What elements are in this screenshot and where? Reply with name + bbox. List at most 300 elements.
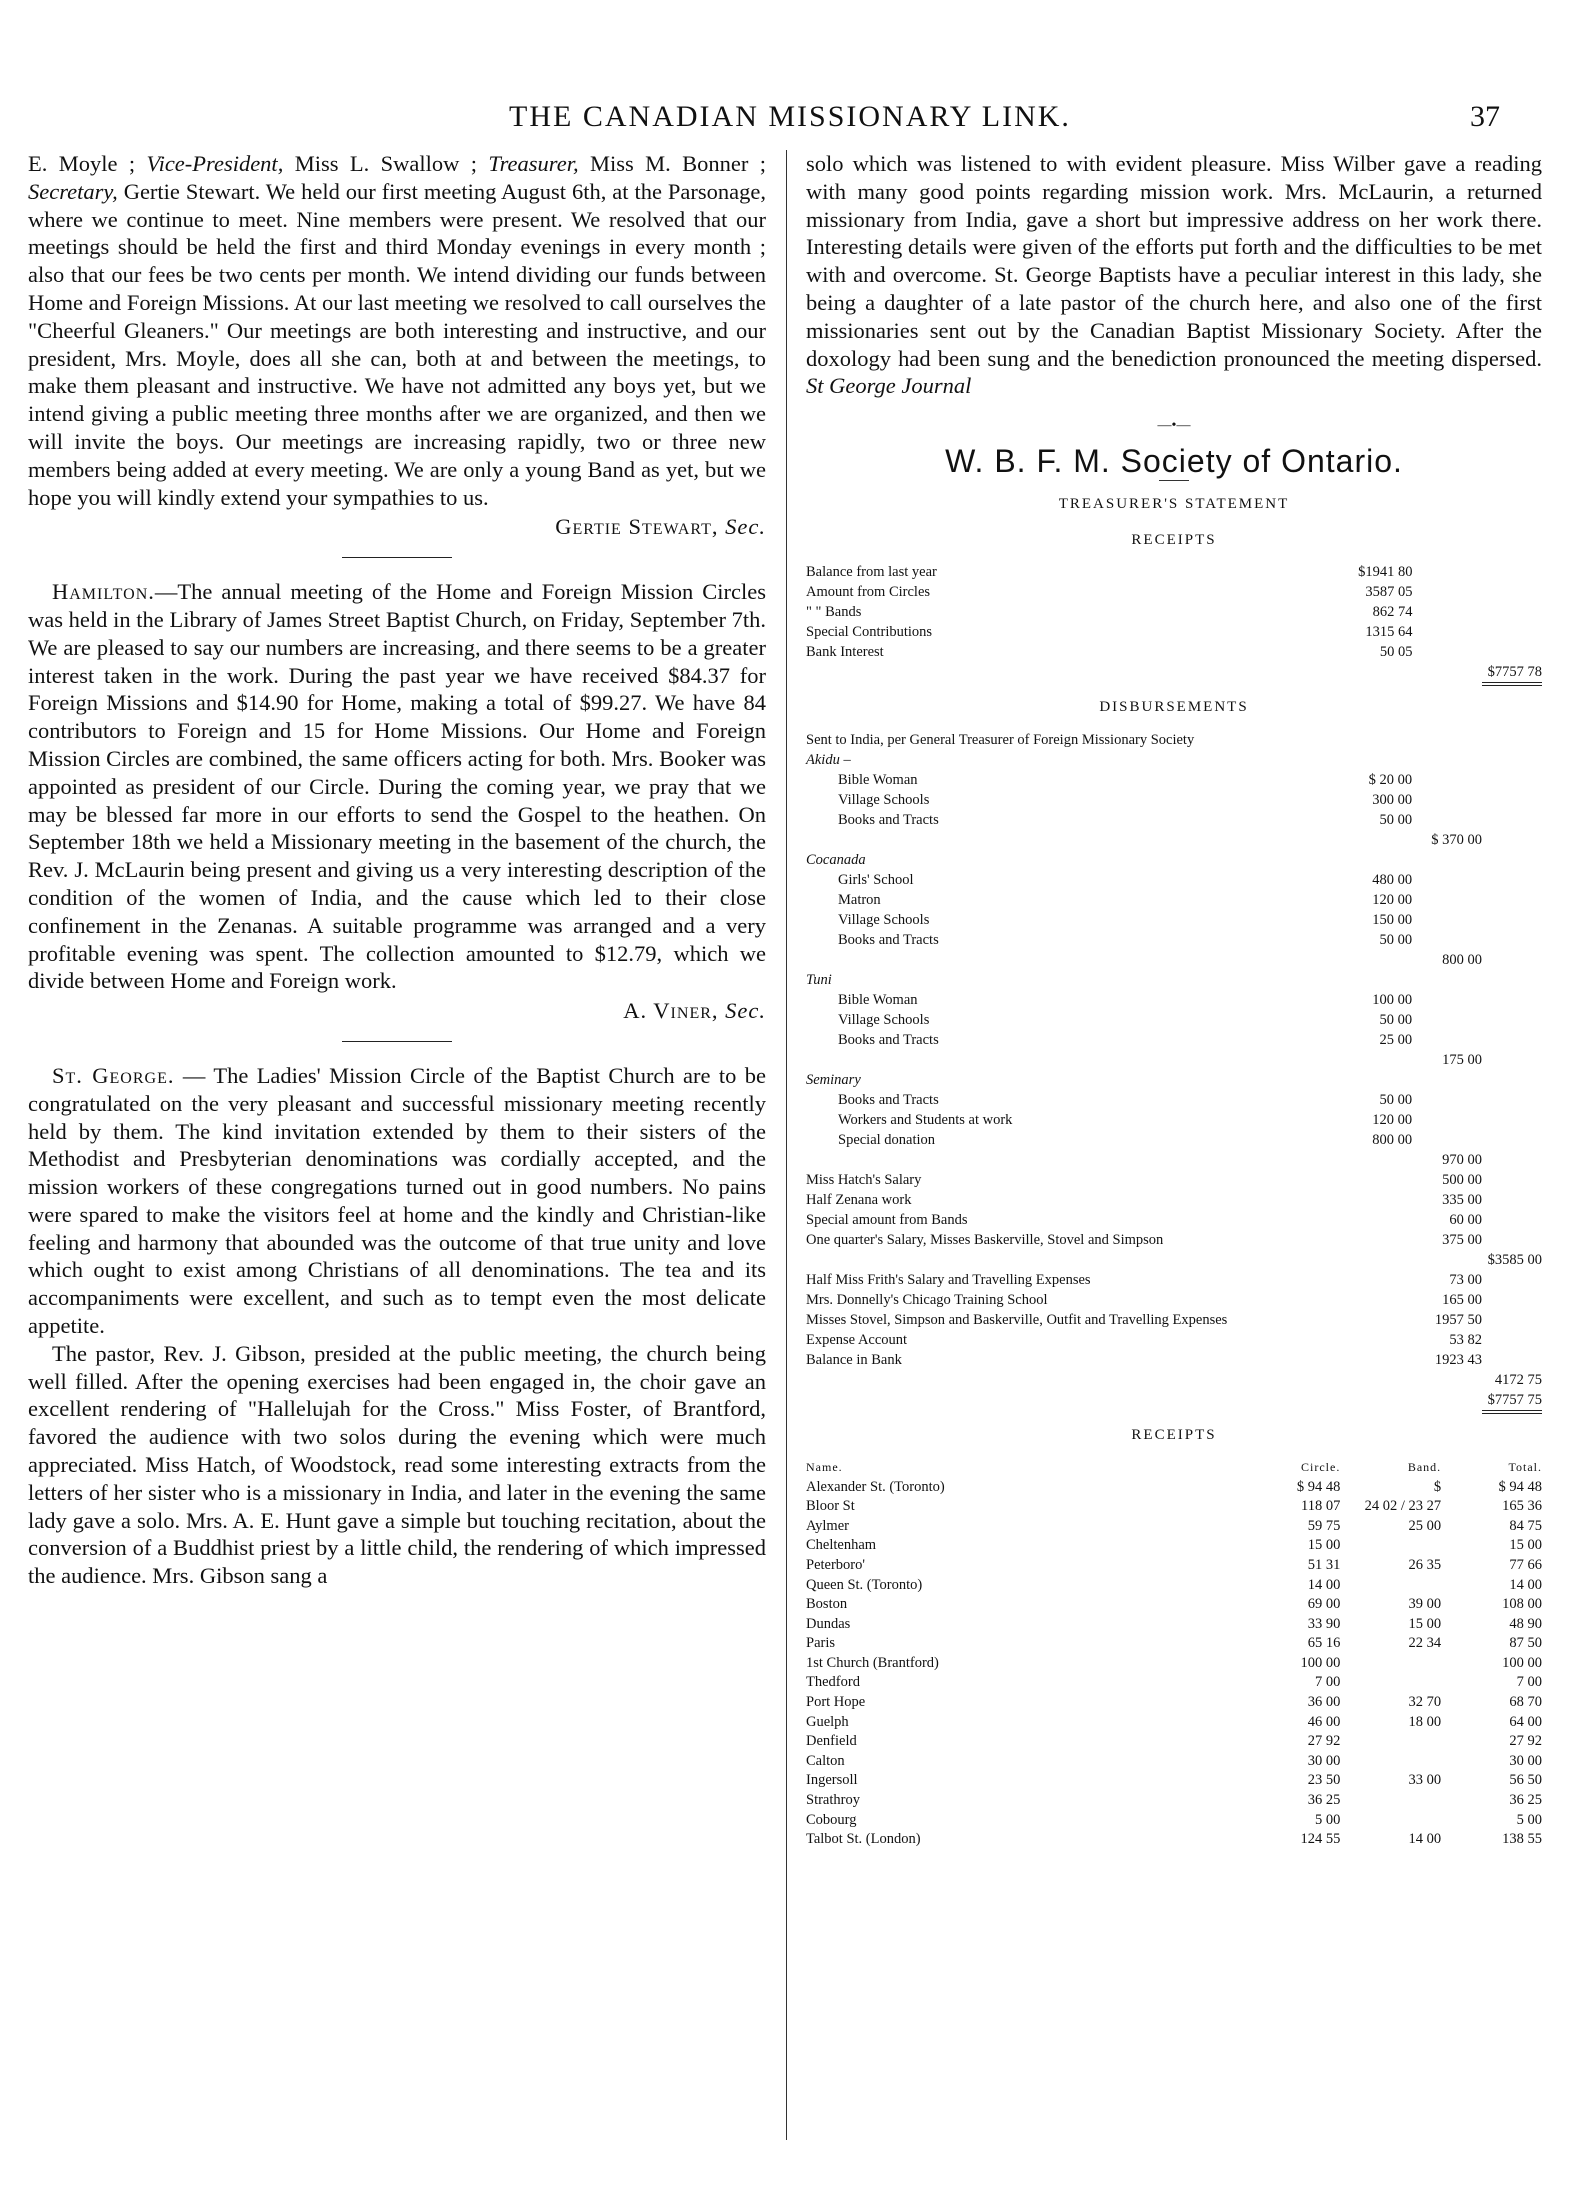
spacer xyxy=(1482,1270,1542,1290)
group-item-label: Village Schools xyxy=(838,1012,930,1029)
total-amount: 14 00 xyxy=(1509,1576,1542,1593)
section-rule xyxy=(342,557,452,558)
total-amount: 108 00 xyxy=(1502,1596,1542,1613)
band-amount: 26 35 xyxy=(1408,1556,1442,1573)
receipt-row xyxy=(806,642,1542,662)
band-amount: 22 34 xyxy=(1408,1635,1442,1652)
church-name: Port Hope xyxy=(806,1694,866,1711)
seminary-total: 970 00 xyxy=(1442,1152,1483,1169)
group-item-amount: 50 00 xyxy=(1379,1012,1413,1029)
spacer xyxy=(1482,1190,1542,1210)
band-amount: 32 70 xyxy=(1408,1694,1442,1711)
disbursement-row-amount: 1923 43 xyxy=(1434,1352,1483,1369)
table-row xyxy=(806,1517,1542,1537)
disbursement-row-amount: 60 00 xyxy=(1449,1212,1483,1229)
group-item-row xyxy=(806,1090,1542,1110)
ornament: —•— xyxy=(1157,418,1191,434)
total-amount: 77 66 xyxy=(1509,1556,1542,1573)
role-label: Vice-President, xyxy=(146,151,284,176)
church-name: Calton xyxy=(806,1752,845,1769)
disbursement-row-label: One quarter's Salary, Misses Baskerville, Stovel and Simpson xyxy=(806,1232,1164,1249)
group-item-amount: 120 00 xyxy=(1372,892,1413,909)
report-text: E. Moyle ; xyxy=(28,151,147,176)
band-amount xyxy=(1340,1791,1441,1811)
spacer xyxy=(1482,582,1542,602)
table-row xyxy=(806,1732,1542,1752)
spacer xyxy=(1482,790,1542,810)
church-name: Talbot St. (London) xyxy=(806,1831,921,1848)
spacer xyxy=(1323,1350,1413,1370)
circle-amount: 124 55 xyxy=(1300,1831,1341,1848)
circle-amount: 36 25 xyxy=(1307,1792,1341,1809)
spacer xyxy=(1482,1310,1542,1330)
group-row xyxy=(806,750,1542,770)
circle-amount: 100 00 xyxy=(1300,1654,1341,1671)
st-george-continuation xyxy=(806,150,1542,400)
band-amount: 14 00 xyxy=(1408,1831,1442,1848)
church-name: Dundas xyxy=(806,1615,851,1632)
disbursement-row xyxy=(806,1330,1542,1350)
spacer xyxy=(1412,870,1482,890)
receipt-label: Balance from last year xyxy=(806,564,937,581)
col-header-circle: Circle. xyxy=(1301,1459,1341,1474)
receipt-amount: 1315 64 xyxy=(1365,624,1413,641)
total-amount: $ 94 48 xyxy=(1498,1478,1542,1495)
spacer xyxy=(1412,1110,1482,1130)
total-amount: 87 50 xyxy=(1509,1635,1542,1652)
group-row xyxy=(806,970,1542,990)
disbursement-row-amount: 1957 50 xyxy=(1434,1312,1483,1329)
circle-amount: 30 00 xyxy=(1307,1752,1341,1769)
spacer xyxy=(1482,1170,1542,1190)
spacer xyxy=(1412,810,1482,830)
spacer xyxy=(1482,1210,1542,1230)
band-amount: 33 00 xyxy=(1408,1772,1442,1789)
spacer xyxy=(1482,622,1542,642)
group-item-amount: $ 20 00 xyxy=(1368,772,1413,789)
circle-amount: $ 94 48 xyxy=(1296,1478,1341,1495)
church-name: Alexander St. (Toronto) xyxy=(806,1478,945,1495)
receipt-label: Special Contributions xyxy=(806,624,933,641)
group-item-label: Books and Tracts xyxy=(838,932,939,949)
spacer xyxy=(1482,642,1542,662)
receipts-total: $7757 78 xyxy=(1482,662,1542,684)
spacer xyxy=(1323,1230,1413,1250)
receipt-row xyxy=(806,602,1542,622)
group-row xyxy=(806,1070,1542,1090)
report-text: Gertie Stewart. We held our first meeting August 6th, at the Parsonage, where we continue to meet. Nine members were present. We resolved that our meetings should be held the first and third Monday evenings in every month ; also that our fees be two cents per month. We intend dividing our funds between Home and Foreign Missions. At our last meeting we resolved to call ourselves the "Cheerful Gleaners." Our meetings are both interesting and instructive, and our president, Mrs. Moyle, does all she can, both at and between the meetings, to make them pleasant and instructive. We have not admitted any boys yet, but we intend giving a public meeting three months after we are organized, and then we will invite the boys. Our meetings are increasing rapidly, two or three new members being added at every meeting. We are only a young Band as yet, but we hope you will kindly extend your sympathies to us. xyxy=(28,178,766,510)
disbursement-row-label: Miss Hatch's Salary xyxy=(806,1172,922,1189)
disbursement-row-label: Half Zenana work xyxy=(806,1192,912,1209)
group-item-label: Village Schools xyxy=(838,792,930,809)
group-item-amount: 120 00 xyxy=(1372,1112,1413,1129)
total-amount: 64 00 xyxy=(1509,1713,1542,1730)
table-row xyxy=(806,1536,1542,1556)
group-name: Seminary xyxy=(806,1072,861,1089)
column-divider xyxy=(786,150,787,2140)
total-amount: 138 55 xyxy=(1502,1831,1542,1848)
table-row xyxy=(806,1654,1542,1674)
church-name: Queen St. (Toronto) xyxy=(806,1576,923,1593)
disbursement-row-label: Mrs. Donnelly's Chicago Training School xyxy=(806,1292,1048,1309)
circle-amount: 65 16 xyxy=(1307,1635,1341,1652)
church-name: Peterboro' xyxy=(806,1556,865,1573)
church-name: Cobourg xyxy=(806,1811,857,1828)
disbursement-row xyxy=(806,1310,1542,1330)
band-amount xyxy=(1340,1576,1441,1596)
band-amount: 39 00 xyxy=(1408,1596,1442,1613)
group-item-amount: 150 00 xyxy=(1372,912,1413,929)
spacer xyxy=(806,950,1323,970)
receipt-row xyxy=(806,582,1542,602)
receipt-extra xyxy=(1413,622,1482,642)
circle-amount: 69 00 xyxy=(1307,1596,1341,1613)
group-subtotal-row xyxy=(806,950,1542,970)
statement-title: TREASURER'S STATEMENT xyxy=(1058,495,1290,512)
spacer xyxy=(1482,950,1542,970)
page-number: 37 xyxy=(1470,100,1500,133)
disbursement-row-label: Balance in Bank xyxy=(806,1352,902,1369)
spacer xyxy=(1482,562,1542,582)
group-item-amount: 50 00 xyxy=(1379,1092,1413,1109)
circle-amount: 15 00 xyxy=(1307,1537,1341,1554)
table-row xyxy=(806,1615,1542,1635)
receipts-detail-heading: RECEIPTS xyxy=(1131,1427,1217,1444)
church-name: Boston xyxy=(806,1596,848,1613)
group-row xyxy=(806,850,1542,870)
band-amount: 18 00 xyxy=(1408,1713,1442,1730)
spacer xyxy=(1412,770,1482,790)
table-row xyxy=(806,1791,1542,1811)
group-name: Cocanada xyxy=(806,852,866,869)
disbursement-row xyxy=(806,1210,1542,1230)
circle-amount: 118 07 xyxy=(1301,1498,1341,1515)
signature xyxy=(28,513,766,541)
disbursement-row xyxy=(806,1350,1542,1370)
disbursement-intro: Sent to India, per General Treasurer of Foreign Missionary Society xyxy=(806,732,1195,749)
total-amount: 56 50 xyxy=(1509,1772,1542,1789)
receipts-detail-table xyxy=(806,1458,1542,1850)
spacer xyxy=(1482,910,1542,930)
spacer xyxy=(1482,1130,1542,1150)
receipt-extra xyxy=(1413,562,1482,582)
spacer xyxy=(1482,990,1542,1010)
group-item-label: Books and Tracts xyxy=(838,812,939,829)
more-total: 4172 75 xyxy=(1494,1372,1542,1389)
receipt-amount: 3587 05 xyxy=(1365,584,1413,601)
spacer xyxy=(1482,1050,1542,1070)
signature-title: Sec. xyxy=(725,514,766,540)
table-row xyxy=(806,1576,1542,1596)
circle-amount: 36 00 xyxy=(1307,1694,1341,1711)
title-rule xyxy=(1159,480,1189,481)
church-name: Paris xyxy=(806,1635,835,1652)
total-amount: 7 00 xyxy=(1516,1674,1542,1691)
report-text: — The Ladies' Mission Circle of the Baptist Church are to be congratulated on the very pleasant and successful missionary meeting recently held by them. The kind invitation extended by them to their sisters of the Methodist and Presbyterian denominations was cordially accepted, and the mission workers of these congregations turned out in good numbers. No pains were spared to make the visitors feel at home and the kindly and Christian-like feeling and harmony that abounded was the outcome of that true unity and love which ought to exist among Christians of all denominations. The tea and its accompaniments were excellent, and such as to tempt even the most delicate appetite. xyxy=(28,1062,766,1339)
spacer xyxy=(1412,1130,1482,1150)
receipt-extra xyxy=(1413,602,1482,622)
col-header-band: Band. xyxy=(1407,1459,1442,1474)
table-row xyxy=(806,1830,1542,1850)
table-row xyxy=(806,1497,1542,1517)
disbursement-row-label: Special amount from Bands xyxy=(806,1212,968,1229)
spacer xyxy=(1482,1350,1542,1370)
receipt-extra xyxy=(1413,582,1482,602)
group-name: Tuni xyxy=(806,972,832,989)
group-item-row xyxy=(806,1130,1542,1150)
spacer xyxy=(1323,1290,1413,1310)
spacer xyxy=(1482,1330,1542,1350)
church-name: Strathroy xyxy=(806,1792,860,1809)
disbursement-row xyxy=(806,1190,1542,1210)
table-row xyxy=(806,1595,1542,1615)
spacer xyxy=(1482,1030,1542,1050)
total-amount: 15 00 xyxy=(1509,1537,1542,1554)
spacer xyxy=(1323,1310,1413,1330)
group-item-amount: 100 00 xyxy=(1372,992,1413,1009)
circle-amount: 46 00 xyxy=(1307,1713,1341,1730)
spacer xyxy=(1412,930,1482,950)
disbursement-row-label: Misses Stovel, Simpson and Baskerville, Outfit and Travelling Expenses xyxy=(806,1312,1228,1329)
role-label: Treasurer, xyxy=(488,151,579,176)
col-header-total: Total. xyxy=(1508,1459,1542,1474)
band-amount xyxy=(1340,1732,1441,1752)
group-item-label: Books and Tracts xyxy=(838,1092,939,1109)
disbursement-row-amount: 53 82 xyxy=(1449,1332,1483,1349)
receipts-heading: RECEIPTS xyxy=(1131,531,1217,548)
spacer xyxy=(1323,1330,1413,1350)
group-item-label: Special donation xyxy=(838,1132,936,1149)
table-row xyxy=(806,1556,1542,1576)
spacer xyxy=(1412,990,1482,1010)
group-item-row xyxy=(806,1030,1542,1050)
circle-amount: 33 90 xyxy=(1307,1615,1341,1632)
group-item-amount: 300 00 xyxy=(1372,792,1413,809)
group-item-label: Village Schools xyxy=(838,912,930,929)
disbursement-row-label: Expense Account xyxy=(806,1332,908,1349)
band-amount xyxy=(1340,1654,1441,1674)
receipt-row xyxy=(806,622,1542,642)
church-name: 1st Church (Brantford) xyxy=(806,1654,939,1671)
circle-amount: 27 92 xyxy=(1307,1733,1341,1750)
circle-amount: 23 50 xyxy=(1307,1772,1341,1789)
group-subtotal: 800 00 xyxy=(1442,952,1483,969)
group-subtotal-row xyxy=(806,1050,1542,1070)
band-amount xyxy=(1340,1811,1441,1831)
receipt-label: Amount from Circles xyxy=(806,584,931,601)
spacer xyxy=(1482,1090,1542,1110)
spacer xyxy=(1482,870,1542,890)
group-item-label: Books and Tracts xyxy=(838,1032,939,1049)
spacer xyxy=(1323,1050,1413,1070)
group-item-row xyxy=(806,770,1542,790)
band-amount xyxy=(1340,1752,1441,1772)
left-column xyxy=(28,150,766,1590)
report-text: Miss M. Bonner ; xyxy=(578,151,766,176)
spacer xyxy=(1482,930,1542,950)
group-item-amount: 50 00 xyxy=(1379,812,1413,829)
receipt-amount: 50 05 xyxy=(1379,644,1413,661)
spacer xyxy=(1412,910,1482,930)
spacer xyxy=(1482,1010,1542,1030)
st-george-report xyxy=(28,1062,766,1340)
group-item-row xyxy=(806,870,1542,890)
spacer xyxy=(1412,1030,1482,1050)
spacer xyxy=(1412,890,1482,910)
group-item-row xyxy=(806,790,1542,810)
spacer xyxy=(1323,830,1413,850)
spacer xyxy=(1482,1290,1542,1310)
band-amount: 25 00 xyxy=(1408,1517,1442,1534)
spacer xyxy=(1323,1210,1413,1230)
group-item-row xyxy=(806,1110,1542,1130)
group-item-label: Girls' School xyxy=(838,872,914,889)
spacer xyxy=(1323,1270,1413,1290)
group-item-row xyxy=(806,810,1542,830)
total-amount: 30 00 xyxy=(1509,1752,1542,1769)
group-subtotal: $ 370 00 xyxy=(1431,832,1483,849)
group-item-amount: 50 00 xyxy=(1379,932,1413,949)
running-title: THE CANADIAN MISSIONARY LINK. xyxy=(509,100,1071,133)
spacer xyxy=(1412,790,1482,810)
spacer xyxy=(1323,950,1413,970)
disbursement-row-amount: 73 00 xyxy=(1449,1272,1483,1289)
signature-title: Sec. xyxy=(725,998,766,1024)
group-item-row xyxy=(806,890,1542,910)
receipt-label: Bank Interest xyxy=(806,644,884,661)
church-name: Cheltenham xyxy=(806,1537,877,1554)
spacer xyxy=(1482,770,1542,790)
receipts-summary xyxy=(806,562,1542,686)
source-citation: St George Journal xyxy=(806,373,972,399)
total-amount: 36 25 xyxy=(1509,1792,1542,1809)
report-text: solo which was listened to with evident pleasure. Miss Wilber gave a reading with many good points regarding mission work. Mrs. McLaurin, a returned missionary from India, gave a short but impressive address on her work there. Interesting details were given of the efforts put forth and the difficulties to be met with and overcome. St. George Baptists have a peculiar interest in this lady, she being a daughter of a late pastor of the church here, and also one of the first missionaries sent out by the Canadian Baptist Missionary Society. After the doxology had been sung and the benediction pronounced the meeting dispersed. xyxy=(806,151,1542,371)
disbursement-row-amount: 500 00 xyxy=(1442,1172,1483,1189)
band-amount: 15 00 xyxy=(1408,1615,1442,1632)
total-amount: 165 36 xyxy=(1502,1498,1542,1515)
circle-amount: 5 00 xyxy=(1314,1811,1341,1828)
spacer xyxy=(1323,1190,1413,1210)
church-name: Aylmer xyxy=(806,1517,849,1534)
receipt-row xyxy=(806,562,1542,582)
spacer xyxy=(1482,1110,1542,1130)
group-item-row xyxy=(806,990,1542,1010)
group-item-amount: 480 00 xyxy=(1372,872,1413,889)
spacer xyxy=(1482,602,1542,622)
disbursements-heading: DISBURSEMENTS xyxy=(1099,699,1249,716)
disbursements-table xyxy=(806,730,1542,1414)
spacer xyxy=(1412,1090,1482,1110)
signature xyxy=(28,997,766,1025)
group-item-row xyxy=(806,930,1542,950)
group-subtotal: 175 00 xyxy=(1442,1052,1483,1069)
group-item-label: Workers and Students at work xyxy=(838,1112,1013,1129)
spacer xyxy=(1482,1230,1542,1250)
spacer xyxy=(1482,810,1542,830)
moyle-report-paragraph xyxy=(28,150,766,511)
group-item-amount: 800 00 xyxy=(1372,1132,1413,1149)
place-name: St. George. xyxy=(52,1062,175,1088)
place-name: Hamilton. xyxy=(52,579,155,605)
circle-amount: 7 00 xyxy=(1314,1674,1341,1691)
band-amount xyxy=(1340,1536,1441,1556)
disbursement-row-amount: 335 00 xyxy=(1442,1192,1483,1209)
group-item-row xyxy=(806,910,1542,930)
table-row xyxy=(806,1752,1542,1772)
spacer xyxy=(806,830,1323,850)
circle-amount: 51 31 xyxy=(1307,1556,1341,1573)
circle-amount: 14 00 xyxy=(1307,1576,1341,1593)
page-header xyxy=(40,100,1540,140)
table-row xyxy=(806,1634,1542,1654)
disbursement-row-amount: 375 00 xyxy=(1442,1232,1483,1249)
total-amount: 48 90 xyxy=(1509,1615,1542,1632)
group-item-amount: 25 00 xyxy=(1379,1032,1413,1049)
church-name: Thedford xyxy=(806,1674,860,1691)
grand-total: $7757 75 xyxy=(1482,1390,1542,1412)
disbursement-row xyxy=(806,1270,1542,1290)
receipt-extra xyxy=(1413,642,1482,662)
report-text: Miss L. Swallow ; xyxy=(283,151,489,176)
spacer xyxy=(1482,830,1542,850)
report-text: —The annual meeting of the Home and Foreign Mission Circles was held in the Library of James Street Baptist Church, on Friday, September 7th. We are pleased to say our numbers are increasing, and there seems to be a greater interest taken in the work. During the past year we have received $84.37 for Foreign Missions and $14.90 for Home, making a total of $99.27. We have 84 contributors to Foreign and 15 for Home Missions. Our Home and Foreign Mission Circles are combined, the same officers acting for both. Mrs. Booker was appointed as president of our Circle. During the coming year, we pray that we may be blessed far more in our efforts to send the Gospel to the heathen. On September 18th we held a Missionary meeting in the basement of the church, the Rev. J. McLaurin being present and giving us a very interesting description of the condition of the women of India, and the cause which led to their close confinement in the Zenanas. A suitable programme was arranged and a very profitable evening was spent. The collection amounted to $12.79, which we divide between Home and Foreign work. xyxy=(28,579,766,994)
group-name: Akidu – xyxy=(806,752,851,769)
total-amount: 5 00 xyxy=(1516,1811,1542,1828)
disbursement-row xyxy=(806,1230,1542,1250)
spacer xyxy=(1323,1170,1413,1190)
st-george-report-cont: The pastor, Rev. J. Gibson, presided at the public meeting, the church being well filled. After the opening exercises had been engaged in, the choir gave an excellent rendering of "Hallelujah for the Cross." Miss Foster, of Brantford, favored the audience with two solos during the evening which were much appreciated. Miss Hatch, of Woodstock, read some interesting extracts from the letters of her sister who is a missionary in India, and later in the evening the same lady gave a solo. Mrs. A. E. Hunt gave a simple but touching recitation, about the conversion of a Buddhist priest by a little child, the rendering of which impressed the audience. Mrs. Gibson sang a xyxy=(28,1340,766,1589)
section-rule xyxy=(342,1041,452,1042)
total-amount: 84 75 xyxy=(1509,1517,1542,1534)
total-amount: 68 70 xyxy=(1509,1694,1542,1711)
church-name: Ingersoll xyxy=(806,1772,858,1789)
spacer xyxy=(1482,890,1542,910)
church-name: Guelph xyxy=(806,1713,849,1730)
receipt-amount: 862 74 xyxy=(1372,604,1413,621)
col-header-name: Name. xyxy=(806,1459,843,1474)
group-item-row xyxy=(806,1010,1542,1030)
signature-name: Gertie Stewart, xyxy=(555,514,719,540)
table-row xyxy=(806,1771,1542,1791)
table-row xyxy=(806,1673,1542,1693)
table-row xyxy=(806,1713,1542,1733)
group-item-label: Bible Woman xyxy=(838,992,918,1009)
right-column xyxy=(806,150,1542,1850)
table-row xyxy=(806,1811,1542,1831)
church-name: Bloor St xyxy=(806,1498,855,1515)
receipt-label: " " Bands xyxy=(806,604,862,621)
circle-amount: 59 75 xyxy=(1307,1517,1341,1534)
spacer xyxy=(1412,1010,1482,1030)
table-row xyxy=(806,1478,1542,1498)
church-name: Denfield xyxy=(806,1733,857,1750)
disbursement-row xyxy=(806,1170,1542,1190)
role-label: Secretary, xyxy=(28,178,118,204)
hamilton-report xyxy=(28,578,766,995)
total-amount: 100 00 xyxy=(1502,1654,1542,1671)
table-row xyxy=(806,1693,1542,1713)
group-subtotal-row xyxy=(806,830,1542,850)
receipt-amount: $1941 80 xyxy=(1358,564,1413,581)
disbursement-row-label: Half Miss Frith's Salary and Travelling Expenses xyxy=(806,1272,1091,1289)
sent-total: $3585 00 xyxy=(1487,1252,1542,1269)
group-item-label: Bible Woman xyxy=(838,772,918,789)
band-amount: $ xyxy=(1433,1478,1442,1495)
total-amount: 27 92 xyxy=(1509,1733,1542,1750)
band-amount: 24 02 / 23 27 xyxy=(1364,1498,1442,1515)
disbursement-row xyxy=(806,1290,1542,1310)
signature-name: A. Viner, xyxy=(623,998,719,1024)
